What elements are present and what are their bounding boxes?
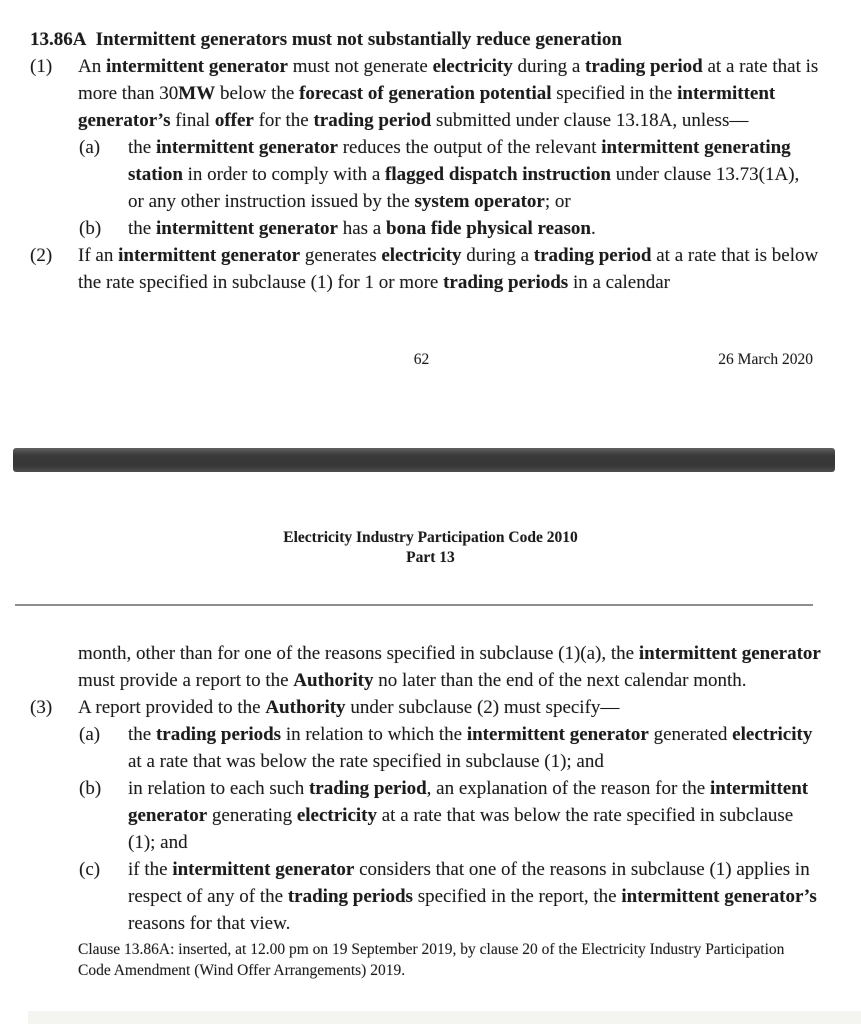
clause-3b-marker: (b) (79, 778, 102, 799)
page2-text-block (30, 640, 822, 981)
page-separator-bar (13, 448, 835, 472)
clause-2-continuation: month, other than for one of the reasons specified in subclause (1)(a), the intermittent generator must provide a report to the Authority no later than the end of the next calendar month. (78, 643, 821, 691)
amendment-footnote: Clause 13.86A: inserted, at 12.00 pm on 19 September 2019, by clause 20 of the Electricity Industry Participation Code Amendment (Wind Offer Arrangements) 2019. (78, 941, 785, 979)
clause-1-text: An intermittent generator must not generate electricity during a trading period at a rate that is more than 30MW below the forecast of generation potential specified in the intermittent generator’s final offer for the trading period submitted under clause 13.18A, unless— (78, 56, 819, 131)
clause-2-marker: (2) (30, 245, 53, 266)
page-number: 62 (413, 351, 430, 368)
clause-3c (79, 856, 822, 937)
clause-1a-marker: (a) (79, 137, 101, 158)
clause-1b (79, 215, 822, 242)
clause-heading-number: 13.86A (30, 29, 87, 50)
header-rule (15, 604, 813, 606)
clause-3a-marker: (a) (79, 724, 101, 745)
running-header-title: Electricity Industry Participation Code 2010 (283, 529, 578, 546)
running-header-part: Part 13 (406, 549, 455, 566)
bottom-edge-strip (28, 1011, 861, 1024)
page2-running-header (0, 528, 861, 568)
clause-1a (79, 134, 822, 215)
clause-3b (79, 775, 822, 856)
clause-1a-text: the intermittent generator reduces the output of the relevant intermittent generating station in order to comply with a flagged dispatch instruction under clause 13.73(1A), or any other instruction issued by the system operator; or (128, 137, 800, 212)
page1-text-block (30, 26, 822, 296)
footer-date: 26 March 2020 (718, 351, 813, 368)
clause-1 (30, 53, 822, 134)
clause-heading-title: Intermittent generators must not substantially reduce generation (95, 29, 622, 50)
clause-3a-text: the trading periods in relation to which the intermittent generator generated electricity at a rate that was below the rate specified in subclause (1); and (128, 724, 813, 772)
clause-heading (30, 26, 822, 53)
clause-3-marker: (3) (30, 697, 53, 718)
clause-1b-marker: (b) (79, 218, 102, 239)
clause-3a (79, 721, 822, 775)
clause-1b-text: the intermittent generator has a bona fide physical reason. (128, 218, 596, 239)
clause-2 (30, 242, 822, 296)
clause-3c-text: if the intermittent generator considers that one of the reasons in subclause (1) applies in respect of any of the trading periods specified in the report, the intermittent generator’s reasons for that view. (128, 859, 817, 934)
page1-footer (30, 351, 813, 369)
clause-1-marker: (1) (30, 56, 53, 77)
clause-3c-marker: (c) (79, 859, 101, 880)
clause-2-text: If an intermittent generator generates electricity during a trading period at a rate that is below the rate specified in subclause (1) for 1 or more trading periods in a calendar (78, 245, 819, 293)
clause-3b-text: in relation to each such trading period, an explanation of the reason for the intermittent generator generating electricity at a rate that was below the rate specified in subclause (1); and (128, 778, 809, 853)
clause-3-text: A report provided to the Authority under subclause (2) must specify— (78, 697, 620, 718)
clause-3 (30, 694, 822, 721)
